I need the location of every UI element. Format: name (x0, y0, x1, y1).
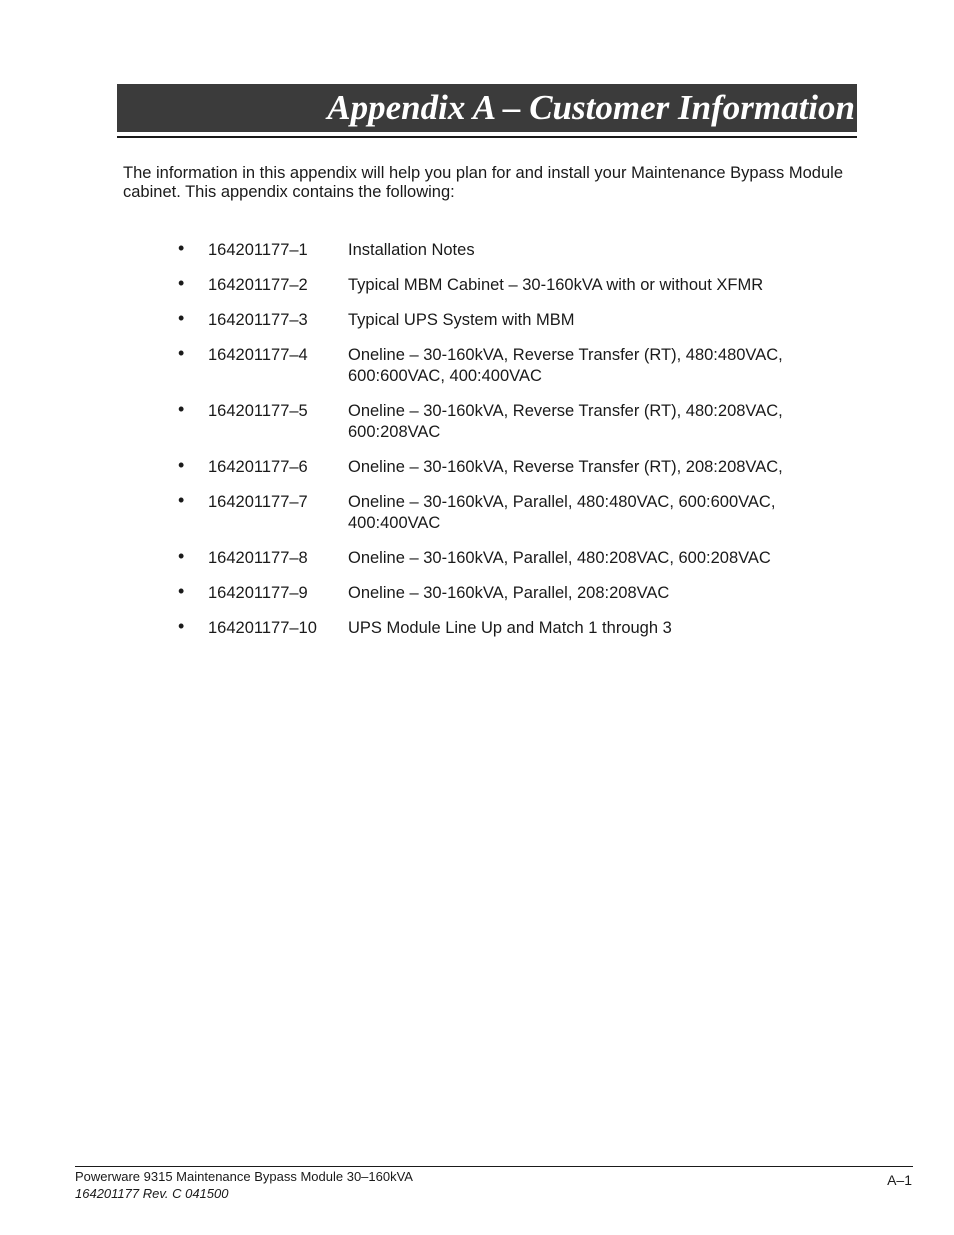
bullet-icon: • (178, 343, 185, 363)
document-number: 164201177–6 (208, 458, 308, 476)
document-description: Typical UPS System with MBM (348, 311, 575, 329)
document-description: Oneline – 30-160kVA, Reverse Transfer (RT), 480:208VAC, 600:208VAC (348, 402, 783, 441)
document-number: 164201177–10 (208, 619, 317, 637)
list-item (0, 240, 954, 261)
document-number: 164201177–8 (208, 549, 308, 567)
intro-paragraph: The information in this appendix will help you plan for and install your Maintenance Bypass Module cabinet. This appendix contains the following: (123, 164, 843, 201)
bullet-icon: • (178, 238, 185, 258)
document-description: Typical MBM Cabinet – 30-160kVA with or without XFMR (348, 276, 764, 294)
page-number: A–1 (887, 1172, 912, 1188)
document-description: Oneline – 30-160kVA, Reverse Transfer (RT), 208:208VAC, (348, 458, 783, 476)
document-description: UPS Module Line Up and Match 1 through 3 (348, 619, 672, 637)
document-description: Installation Notes (348, 241, 475, 259)
bullet-icon: • (178, 546, 185, 566)
title-rule (117, 136, 857, 138)
bullet-icon: • (178, 308, 185, 328)
list-item (0, 457, 954, 478)
document-description: Oneline – 30-160kVA, Parallel, 480:208VAC, 600:208VAC (348, 549, 771, 567)
document-description: Oneline – 30-160kVA, Parallel, 208:208VAC (348, 584, 670, 602)
document-number: 164201177–5 (208, 402, 308, 420)
list-item (0, 345, 954, 387)
document-list (0, 240, 954, 653)
page-title: Appendix A – Customer Information (327, 88, 855, 127)
document-description: Oneline – 30-160kVA, Parallel, 480:480VAC, 600:600VAC, 400:400VAC (348, 493, 776, 532)
list-item (0, 310, 954, 331)
document-number: 164201177–2 (208, 276, 308, 294)
document-number: 164201177–4 (208, 346, 308, 364)
bullet-icon: • (178, 273, 185, 293)
appendix-title-bar (117, 84, 857, 132)
bullet-icon: • (178, 616, 185, 636)
list-item (0, 548, 954, 569)
document-number: 164201177–9 (208, 584, 308, 602)
bullet-icon: • (178, 490, 185, 510)
list-item (0, 401, 954, 443)
document-description: Oneline – 30-160kVA, Reverse Transfer (RT), 480:480VAC, 600:600VAC, 400:400VAC (348, 346, 783, 385)
list-item (0, 492, 954, 534)
list-item (0, 618, 954, 639)
bullet-icon: • (178, 581, 185, 601)
list-item (0, 275, 954, 296)
footer-title: Powerware 9315 Maintenance Bypass Module 30–160kVA (75, 1169, 413, 1184)
document-number: 164201177–7 (208, 493, 308, 511)
list-item (0, 583, 954, 604)
bullet-icon: • (178, 399, 185, 419)
document-number: 164201177–3 (208, 311, 308, 329)
footer-document-reference: 164201177 Rev. C 041500 (75, 1186, 229, 1201)
bullet-icon: • (178, 455, 185, 475)
footer-rule (75, 1166, 913, 1167)
document-number: 164201177–1 (208, 241, 308, 259)
